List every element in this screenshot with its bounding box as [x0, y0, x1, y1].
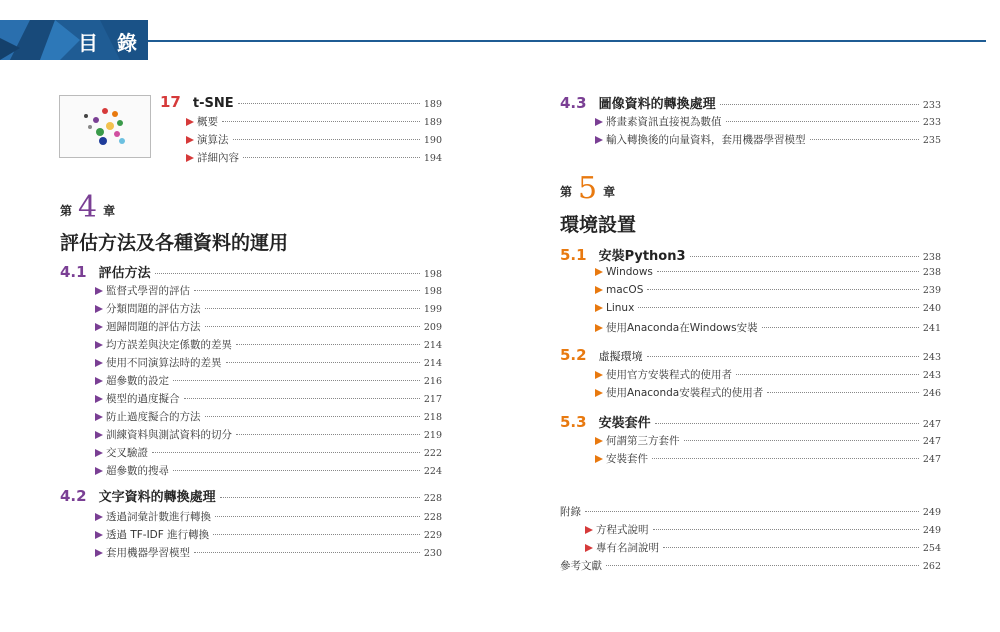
toc-entry[interactable]: [95, 283, 442, 298]
page-number: 243: [922, 352, 941, 363]
toc-entry[interactable]: [95, 337, 442, 352]
entry-label: 模型的過度擬合: [106, 393, 180, 405]
triangle-bullet-icon: [95, 449, 103, 457]
dot-leader: [767, 392, 919, 393]
chapter-number: 5: [578, 171, 598, 206]
dot-leader: [222, 121, 420, 122]
toc-entry[interactable]: [95, 319, 442, 334]
page-number: 238: [922, 267, 941, 278]
triangle-bullet-icon: [95, 549, 103, 557]
page-number: 216: [423, 376, 442, 387]
entry-label: 訓練資料與測試資料的切分: [106, 429, 232, 441]
section-4-1[interactable]: [60, 262, 442, 281]
triangle-bullet-icon: [95, 323, 103, 331]
page-title: 目 錄: [78, 31, 143, 55]
entry-label: 使用官方安裝程式的使用者: [606, 369, 732, 381]
toc-entry[interactable]: [595, 132, 941, 147]
section-title: t-SNE: [192, 96, 234, 111]
page-number: 214: [423, 340, 442, 351]
chapter-number: 4: [78, 190, 98, 225]
entry-label: 演算法: [197, 134, 229, 146]
page-number: 218: [423, 412, 442, 423]
section-title: 安裝Python3: [598, 249, 686, 264]
triangle-bullet-icon: [95, 513, 103, 521]
dot-leader: [726, 121, 919, 122]
section-title: 虛擬環境: [598, 350, 643, 363]
entry-label: 超參數的搜尋: [106, 465, 169, 477]
dot-leader: [243, 157, 420, 158]
triangle-bullet-icon: [585, 544, 593, 552]
chapter-prefix: 第: [60, 204, 73, 218]
dot-leader: [226, 362, 420, 363]
section-title: 評估方法: [98, 266, 151, 281]
dot-leader: [236, 434, 420, 435]
section-4-3[interactable]: [560, 93, 941, 112]
page-number: 249: [922, 525, 941, 536]
page-number: 228: [423, 493, 442, 504]
page-number: 240: [922, 303, 941, 314]
section-17[interactable]: [160, 93, 442, 111]
dot-leader: [585, 511, 919, 512]
entry-label: 透過詞彙計數進行轉換: [106, 511, 211, 523]
chapter-prefix: 第: [560, 185, 573, 199]
page-number: 229: [423, 530, 442, 541]
entry-label: Linux: [606, 302, 635, 314]
dot-leader: [184, 398, 420, 399]
entry-label: 方程式說明: [596, 524, 649, 536]
page-number: 199: [423, 304, 442, 315]
page-number: 247: [922, 454, 941, 465]
toc-entry[interactable]: [595, 385, 941, 400]
appendix-entry[interactable]: [560, 504, 941, 519]
entry-label: 監督式學習的評估: [106, 285, 190, 297]
references-entry[interactable]: [560, 558, 941, 573]
entry-label: 透過 TF-IDF 進行轉換: [106, 529, 210, 541]
entry-label: 參考文獻: [560, 560, 602, 572]
page-number: 228: [423, 512, 442, 523]
toc-entry[interactable]: [595, 114, 941, 129]
page-number: 247: [922, 419, 941, 430]
page-number: 230: [423, 548, 442, 559]
toc-entry[interactable]: [95, 527, 442, 542]
triangle-bullet-icon: [595, 304, 603, 312]
triangle-bullet-icon: [595, 389, 603, 397]
toc-entry[interactable]: [95, 409, 442, 424]
dot-leader: [606, 565, 919, 566]
dot-leader: [220, 497, 420, 498]
entry-label: 交叉驗證: [106, 447, 148, 459]
toc-entry[interactable]: [95, 463, 442, 478]
toc-entry[interactable]: [595, 320, 941, 335]
triangle-bullet-icon: [595, 268, 603, 276]
dot-leader: [647, 289, 918, 290]
chapter-4-title: 評估方法及各種資料的運用: [60, 232, 289, 254]
entry-label: 分類問題的評估方法: [106, 303, 201, 315]
toc-entry[interactable]: [95, 373, 442, 388]
dot-leader: [762, 327, 919, 328]
chapter-suffix: 章: [103, 204, 116, 218]
triangle-bullet-icon: [95, 287, 103, 295]
page-number: 198: [423, 286, 442, 297]
page-number: 254: [922, 543, 941, 554]
entry-label: 將畫素資訊直接視為數值: [606, 116, 722, 128]
dot-leader: [213, 534, 420, 535]
dot-leader: [233, 139, 420, 140]
section-number: 4.2: [60, 487, 87, 505]
dot-leader: [690, 256, 919, 257]
page-number: 238: [922, 252, 941, 263]
page-number: 190: [423, 135, 442, 146]
page-number: 235: [922, 135, 941, 146]
dot-leader: [810, 139, 919, 140]
page-number: 222: [423, 448, 442, 459]
page-number: 249: [922, 507, 941, 518]
triangle-bullet-icon: [95, 467, 103, 475]
triangle-bullet-icon: [95, 413, 103, 421]
toc-entry[interactable]: [95, 509, 442, 524]
toc-entry[interactable]: [595, 367, 941, 382]
dot-leader: [152, 452, 420, 453]
page-number: 209: [423, 322, 442, 333]
toc-entry[interactable]: [595, 284, 941, 296]
triangle-bullet-icon: [95, 431, 103, 439]
section-title: 圖像資料的轉換處理: [598, 97, 716, 112]
toc-entry[interactable]: [595, 302, 941, 314]
page-number: 262: [922, 561, 941, 572]
section-number: 4.1: [60, 263, 87, 281]
entry-label: 何謂第三方套件: [606, 435, 680, 447]
page-number: 241: [922, 323, 941, 334]
toc-entry[interactable]: [585, 540, 941, 555]
scatter-thumbnail-image: [60, 96, 150, 157]
page-number: 214: [423, 358, 442, 369]
page-number: 247: [922, 436, 941, 447]
toc-entry[interactable]: [95, 355, 442, 370]
dot-leader: [652, 458, 919, 459]
entry-label: 專有名詞說明: [596, 542, 659, 554]
section-title: 安裝套件: [598, 416, 651, 431]
page-number: 217: [423, 394, 442, 405]
dot-leader: [194, 290, 420, 291]
entry-label: 使用Anaconda在Windows安裝: [606, 322, 758, 334]
dot-leader: [194, 552, 420, 553]
dot-leader: [173, 380, 420, 381]
section-title: 文字資料的轉換處理: [98, 490, 216, 505]
triangle-bullet-icon: [95, 395, 103, 403]
triangle-bullet-icon: [95, 531, 103, 539]
page-number: 219: [423, 430, 442, 441]
triangle-bullet-icon: [595, 286, 603, 294]
header-rule: [148, 40, 986, 42]
triangle-bullet-icon: [595, 136, 603, 144]
page-number: 194: [423, 153, 442, 164]
page-number: 198: [423, 269, 442, 280]
entry-label: 使用Anaconda安裝程式的使用者: [606, 387, 764, 399]
entry-label: 防止過度擬合的方法: [106, 411, 201, 423]
toc-entry[interactable]: [95, 445, 442, 460]
toc-entry[interactable]: [186, 114, 442, 129]
entry-label: 超參數的設定: [106, 375, 169, 387]
page-number: 243: [922, 370, 941, 381]
toc-entry[interactable]: [595, 451, 941, 466]
toc-entry[interactable]: [95, 427, 442, 442]
toc-entry[interactable]: [186, 132, 442, 147]
page-number: 189: [423, 99, 442, 110]
triangle-bullet-icon: [186, 154, 194, 162]
toc-entry[interactable]: [186, 150, 442, 165]
dot-leader: [663, 547, 919, 548]
entry-label: 概要: [197, 116, 218, 128]
dot-leader: [657, 271, 919, 272]
toc-entry[interactable]: [595, 433, 941, 448]
triangle-bullet-icon: [595, 118, 603, 126]
entry-label: 輸入轉換後的向量資料，套用機器學習模型: [606, 134, 806, 146]
chapter-5-title: 環境設置: [560, 214, 637, 236]
triangle-bullet-icon: [595, 437, 603, 445]
chapter-suffix: 章: [603, 185, 616, 199]
toc-entry[interactable]: [595, 266, 941, 278]
triangle-bullet-icon: [95, 377, 103, 385]
page-number: 246: [922, 388, 941, 399]
triangle-bullet-icon: [95, 359, 103, 367]
dot-leader: [647, 356, 919, 357]
triangle-bullet-icon: [95, 341, 103, 349]
triangle-bullet-icon: [595, 371, 603, 379]
entry-label: 均方誤差與決定係數的差異: [106, 339, 232, 351]
entry-label: macOS: [606, 284, 644, 296]
dot-leader: [736, 374, 919, 375]
dot-leader: [720, 104, 919, 105]
dot-leader: [236, 344, 420, 345]
entry-label: 使用不同演算法時的差異: [106, 357, 222, 369]
tsne-thumbnail: [59, 95, 151, 158]
page-number: 189: [423, 117, 442, 128]
dot-leader: [173, 470, 420, 471]
section-number: 4.3: [560, 94, 587, 112]
entry-label: 附錄: [560, 506, 581, 518]
section-4-2[interactable]: [60, 486, 442, 505]
page-number: 239: [922, 285, 941, 296]
page-number: 233: [922, 100, 941, 111]
dot-leader: [205, 326, 420, 327]
section-5-1[interactable]: [560, 245, 941, 264]
page-number: 233: [922, 117, 941, 128]
chapter-4-label: [60, 190, 116, 225]
dot-leader: [215, 516, 420, 517]
toc-entry[interactable]: [95, 391, 442, 406]
dot-leader: [655, 423, 919, 424]
toc-entry[interactable]: [95, 301, 442, 316]
dot-leader: [653, 529, 919, 530]
dot-leader: [205, 416, 420, 417]
dot-leader: [205, 308, 420, 309]
entry-label: Windows: [606, 266, 653, 278]
dot-leader: [684, 440, 919, 441]
section-5-2[interactable]: [560, 346, 941, 364]
dot-leader: [638, 307, 919, 308]
toc-entry[interactable]: [585, 522, 941, 537]
toc-entry[interactable]: [95, 545, 442, 560]
triangle-bullet-icon: [95, 305, 103, 313]
dot-leader: [155, 273, 420, 274]
entry-label: 迴歸問題的評估方法: [106, 321, 201, 333]
section-number: 5.1: [560, 246, 587, 264]
dot-leader: [238, 103, 420, 104]
chapter-5-label: [560, 171, 616, 206]
section-number: 5.3: [560, 413, 587, 431]
entry-label: 安裝套件: [606, 453, 648, 465]
entry-label: 詳細內容: [197, 152, 239, 164]
entry-label: 套用機器學習模型: [106, 547, 190, 559]
triangle-bullet-icon: [595, 455, 603, 463]
section-number: 17: [160, 93, 181, 111]
triangle-bullet-icon: [186, 136, 194, 144]
triangle-bullet-icon: [186, 118, 194, 126]
triangle-bullet-icon: [585, 526, 593, 534]
triangle-bullet-icon: [595, 324, 603, 332]
section-5-3[interactable]: [560, 412, 941, 431]
section-number: 5.2: [560, 346, 587, 364]
page-number: 224: [423, 466, 442, 477]
